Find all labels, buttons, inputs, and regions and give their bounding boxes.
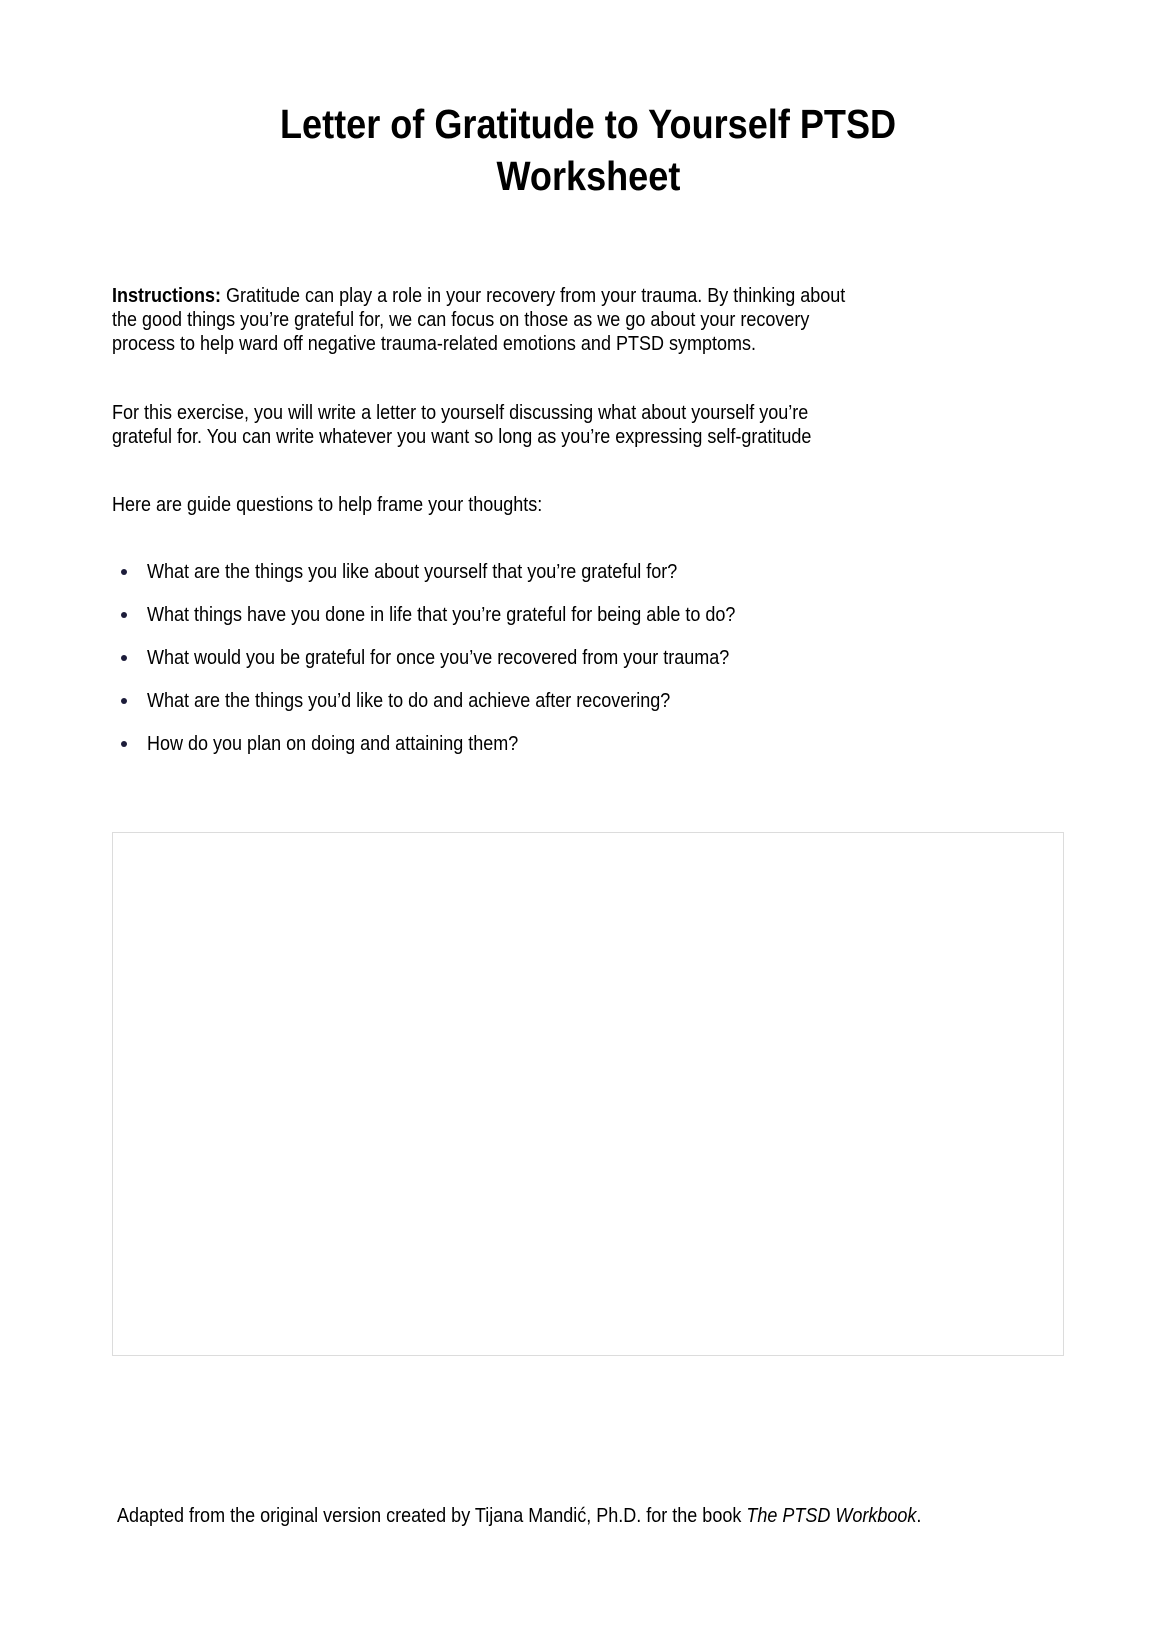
instructions-label: Instructions: [112, 285, 222, 307]
title-line-2: Worksheet [496, 153, 680, 199]
bullet-icon [121, 655, 127, 661]
guide-intro: Here are guide questions to help frame your thoughts: [112, 494, 543, 516]
exercise-paragraph: For this exercise, you will write a letter to yourself discussing what about yourself you’re grateful for. You can write whatever you want so long as you’re expressing self-gratitude [112, 402, 812, 448]
bullet-icon [121, 698, 127, 704]
title-line-1: Letter of Gratitude to Yourself PTSD [279, 101, 897, 147]
bullet-icon [121, 569, 127, 575]
guide-questions-list [112, 560, 801, 775]
list-item: What are the things you’d like to do and achieve after recovering? [112, 689, 801, 732]
book-title: The PTSD Workbook [746, 1505, 917, 1527]
page-title [0, 98, 1176, 202]
instructions-paragraph: Instructions: Gratitude can play a role in your recovery from your trauma. By thinking about the good things you’re grateful for, we can focus on those as we go about your recovery process to help ward off negative trauma-related emotions and PTSD symptoms. [112, 285, 846, 355]
list-item: What things have you done in life that you’re grateful for being able to do? [112, 603, 801, 646]
list-item: What would you be grateful for once you’ve recovered from your trauma? [112, 646, 801, 689]
letter-answer-box[interactable] [112, 832, 1064, 1356]
bullet-icon [121, 741, 127, 747]
list-item: What are the things you like about yourself that you’re grateful for? [112, 560, 801, 603]
footer-attribution: Adapted from the original version created by Tijana Mandić, Ph.D. for the book The PTSD Workbook. [117, 1505, 922, 1527]
bullet-icon [121, 612, 127, 618]
list-item: How do you plan on doing and attaining them? [112, 732, 801, 775]
